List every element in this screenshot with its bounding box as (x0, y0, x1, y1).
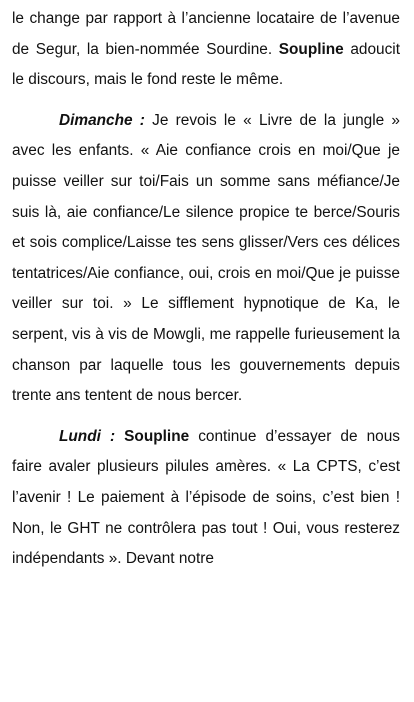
day-label-lundi: Lundi : (59, 427, 116, 445)
document-page (12, 4, 400, 575)
paragraph-3 (12, 422, 400, 575)
text-run: Je revois le « Livre de la jungle » avec les enfants. « Aie confiance crois en moi/Que je puisse veiller sur toi/Fais un somme sans méfiance/Je suis là, aie confiance/Le silence propice te berce/Souris et sois complice/Laisse tes sens glisser/Vers ces délices tentatrices/Aie confiance, oui, crois en moi/Que je puisse veiller sur toi. » Le sifflement hypnotique de Ka, le serpent, vis à vis de Mowgli, me rappelle furieusement la chanson par laquelle tous les gouvernements depuis trente ans tentent de nous bercer. (12, 111, 400, 405)
paragraph-2 (12, 106, 400, 412)
text-run: adoucit le discours, mais le fond reste le même. (12, 40, 400, 89)
bold-name-soupline: Soupline (124, 427, 190, 445)
bold-name-soupline: Soupline (278, 40, 344, 58)
day-label-dimanche: Dimanche : (59, 111, 145, 129)
text-run (115, 428, 124, 445)
text-run: le change par rapport à l’ancienne locataire de l’avenue de Segur, la bien-nommée Sourdine. (12, 10, 400, 58)
paragraph-1 (12, 4, 400, 96)
text-run: continue d’essayer de nous faire avaler plusieurs pilules amères. « La CPTS, c’est l’avenir ! Le paiement à l’épisode de soins, c’est bien ! Non, le GHT ne contrôlera pas tout ! Oui, vous resterez indépendants ». Devant notre (12, 427, 400, 568)
